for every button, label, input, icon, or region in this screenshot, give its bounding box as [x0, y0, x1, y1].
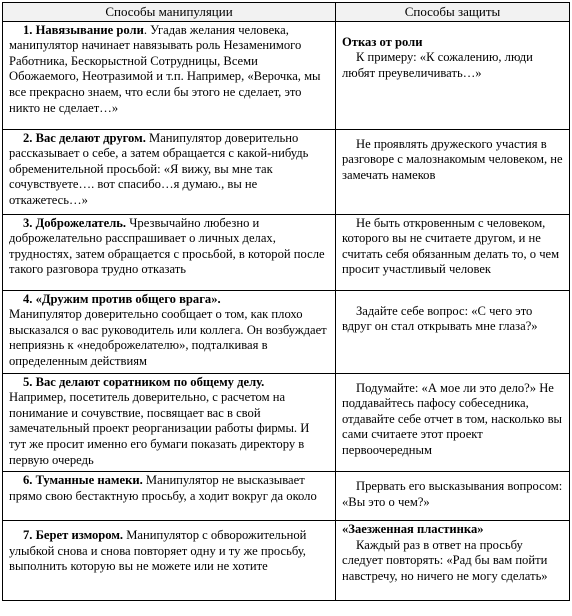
defense-text: К примеру: «К сожалению, люди любят преувеличивать…» — [342, 50, 533, 80]
method-title: 1. Навязывание роли — [23, 22, 144, 37]
method-text: Чрезвычайно любезно и доброжелательно расспрашивает о личных делах, трудностях, затем обращается с просьбой, в которой после такого разговора трудно отказать — [9, 215, 325, 277]
defense-text: Не быть откровенным с человеком, которого вы не считаете другом, и не считать себя обязанным делать то, о чем просит участливый человек — [342, 215, 560, 277]
table-row — [3, 21, 570, 129]
method-cell — [3, 373, 336, 472]
defense-title: «Заезженная пластинка» — [342, 522, 484, 537]
method-text: Например, посетитель доверительно, с расчетом на понимание и сочувствие, посвящает вас в свой замечательный проект реорганизации работы фирмы. И тут же просит именно его бумаги показать директору в первую очередь — [9, 390, 310, 467]
defense-text: Не проявлять дружеского участия в разговоре с малознакомым человеком, не замечать намеков — [342, 136, 563, 182]
method-cell — [3, 129, 336, 214]
method-title: 7. Берет измором. — [23, 528, 124, 543]
defense-text: Подумайте: «А мое ли это дело?» Не поддавайтесь пафосу собеседника, отдавайте себе отчет в том, насколько вы сами считаете этот проект первоочередным — [342, 380, 562, 457]
method-text: . Угадав желания человека, манипулятор начинает навязывать роль Незаменимого Работника, Бескорыстной Сотрудницы, Всеми Обожаемого, Неотразимой и т.п. Например, «Верочка, мы все прекрасно знаем, что если бы этого не сделает, это никто не сделает…» — [9, 22, 321, 115]
defense-cell — [336, 290, 570, 373]
defense-cell — [336, 21, 570, 129]
method-title: 4. «Дружим против общего врага». — [23, 291, 221, 306]
defense-cell — [336, 472, 570, 521]
header-defense: Способы защиты — [336, 3, 570, 22]
method-title: 2. Вас делают другом. — [23, 130, 146, 145]
defense-cell — [336, 214, 570, 290]
header-methods: Способы манипуляции — [3, 3, 336, 22]
method-cell — [3, 21, 336, 129]
method-title: 5. Вас делают соратником по общему делу. — [23, 374, 265, 389]
defense-cell — [336, 521, 570, 601]
table-row — [3, 129, 570, 214]
method-cell — [3, 214, 336, 290]
method-cell — [3, 521, 336, 601]
defense-text: Каждый раз в ответ на просьбу следует повторять: «Рад бы вам пойти навстречу, но ничего не могу сделать» — [342, 537, 548, 583]
method-text: Манипулятор доверительно сообщает о том, как плохо высказался о вас руководитель или коллега. Он возбуждает неприязнь к «недоброжелателю», подталкивая в определенным действиям — [9, 307, 327, 368]
defense-text: Прервать его высказывания вопросом: «Вы это о чем?» — [342, 479, 563, 509]
table-row — [3, 521, 570, 601]
table-row — [3, 472, 570, 521]
method-cell — [3, 290, 336, 373]
header-row — [3, 3, 570, 22]
defense-cell — [336, 373, 570, 472]
defense-text: Задайте себе вопрос: «С чего это вдруг он стал открывать мне глаза?» — [342, 303, 538, 334]
defense-title: Отказ от роли — [342, 34, 423, 49]
method-text: Манипулятор доверительно рассказывает о себе, а затем обращается с какой-нибудь обременительной просьбой: «Я вижу, вы мне так сочувствуете…. вот спасибо…я думаю., вы не откажетесь…» — [9, 130, 309, 207]
method-title: 3. Доброжелатель. — [23, 215, 127, 230]
method-cell — [3, 472, 336, 521]
table-row — [3, 373, 570, 472]
manipulation-table — [2, 2, 570, 601]
table-row — [3, 290, 570, 373]
method-text: Манипулятор с обворожительной улыбкой снова и снова повторяет одну и ту же просьбу, выполнить которую вы не можете или не хотите — [9, 528, 307, 574]
defense-cell — [336, 129, 570, 214]
table-row — [3, 214, 570, 290]
method-title: 6. Туманные намеки. — [23, 473, 143, 488]
method-text: Манипулятор не высказывает прямо свою бестактную просьбу, а ходит вокруг да около — [9, 473, 317, 503]
